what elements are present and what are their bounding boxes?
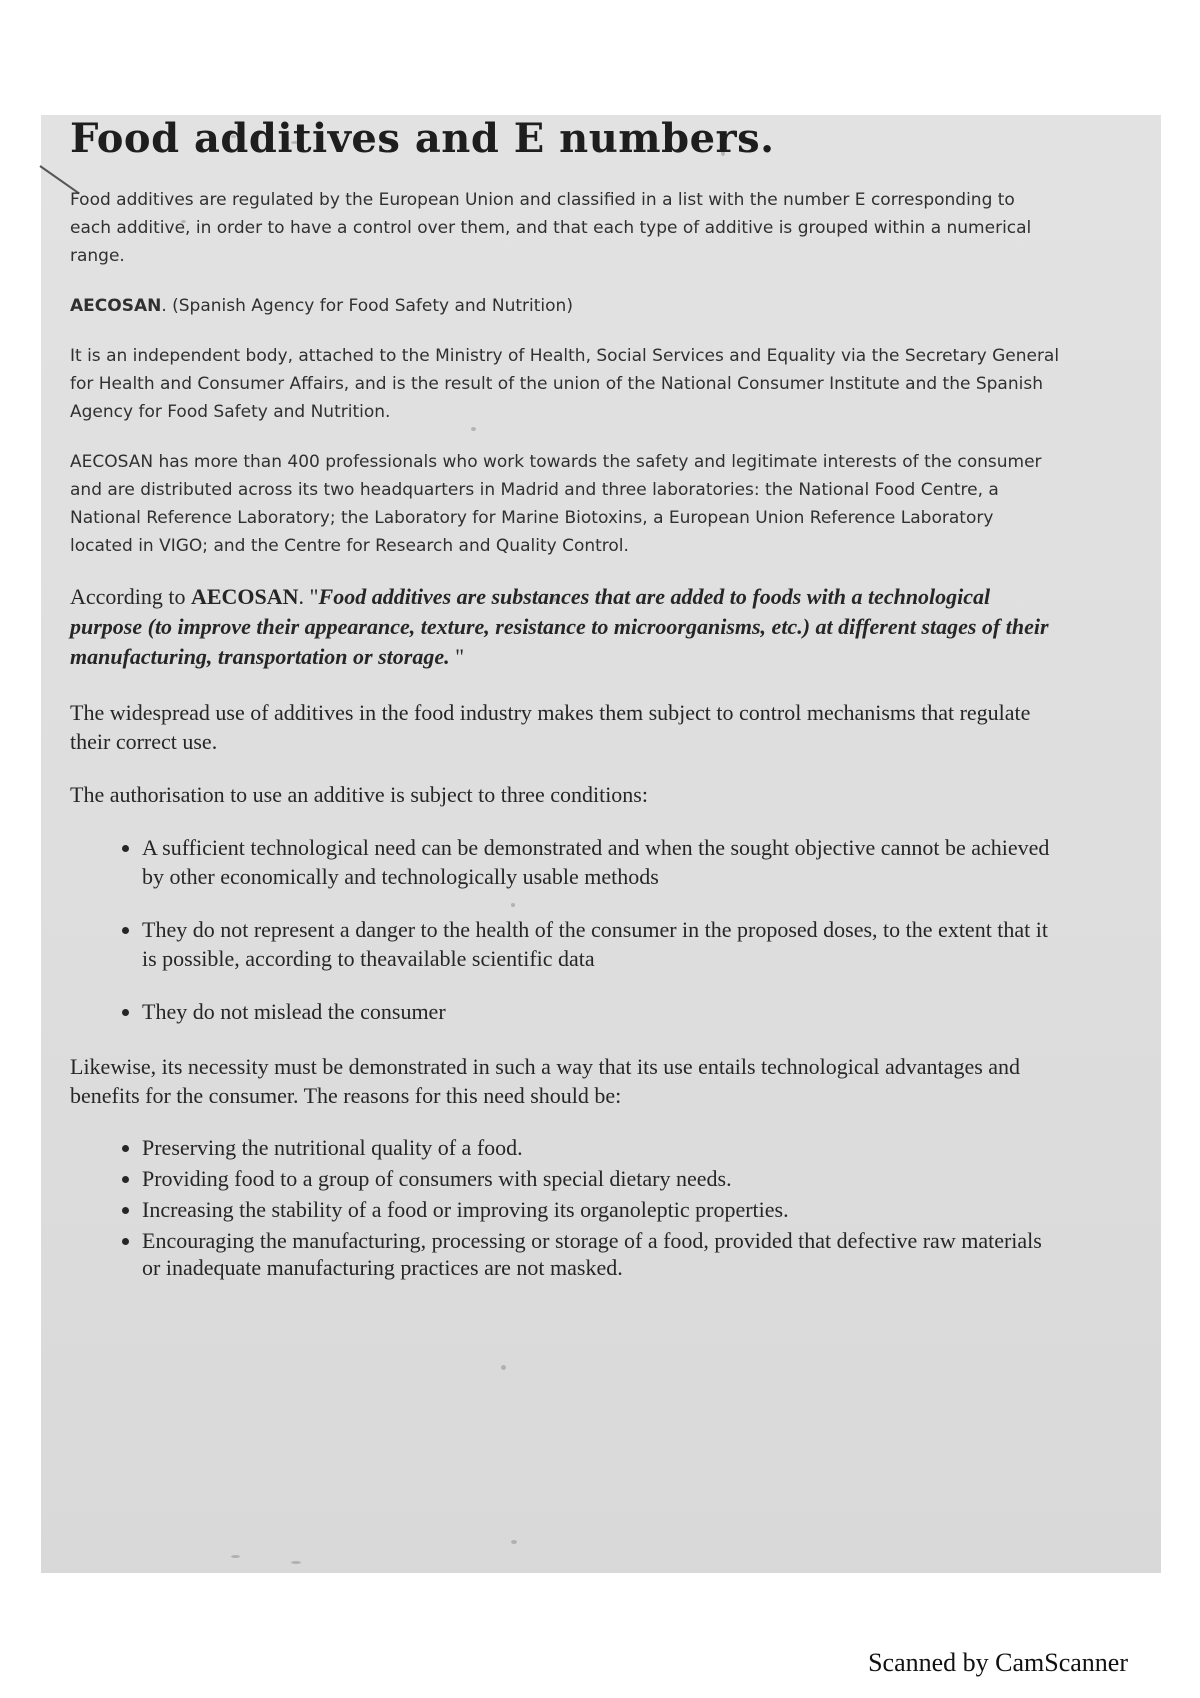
reasons-list xyxy=(70,1134,1060,1281)
intro-paragraph: Food additives are regulated by the European Union and classified in a list with the number E corresponding to each additive, in order to have a control over them, and that each type of additive is grouped within a numerical range. xyxy=(70,190,1032,266)
quote-lead: According to xyxy=(70,584,191,609)
quote-source: AECOSAN xyxy=(190,584,299,609)
list-item: • Encouraging the manufacturing, processing or storage of a food, provided that defective raw materials or inadequate manufacturing practices are not masked. xyxy=(142,1227,1060,1281)
necessity-paragraph: Likewise, its necessity must be demonstrated in such a way that its use entails technological advantages and benefits for the consumer. The reasons for this need should be: xyxy=(70,1054,1021,1108)
list-item: • They do not represent a danger to the health of the consumer in the proposed doses, to the extent that it is possible, according to theavailable scientific data xyxy=(142,915,1060,973)
scan-speck xyxy=(511,1540,517,1544)
list-item: • A sufficient technological need can be demonstrated and when the sought objective cannot be achieved by other economically and technologically usable methods xyxy=(142,833,1060,891)
list-item: • Providing food to a group of consumers with special dietary needs. xyxy=(142,1165,1060,1192)
document-title: Food additives and E numbers. xyxy=(70,115,775,162)
conditions-intro: The authorisation to use an additive is subject to three conditions: xyxy=(70,782,648,807)
list-item: • Increasing the stability of a food or improving its organoleptic properties. xyxy=(142,1196,1060,1223)
agency-label xyxy=(70,292,1060,320)
conditions-list xyxy=(70,833,1060,1026)
agency-acronym: AECOSAN xyxy=(70,296,162,316)
agency-staff-paragraph: AECOSAN has more than 400 professionals who work towards the safety and legitimate interests of the consumer and are distributed across its two headquarters in Madrid and three laboratories: the National Food Centre, a National Reference Laboratory; the Laboratory for Marine Biotoxins, a European Union Reference Laboratory located in VIGO; and the Centre for Research and Quality Control. xyxy=(70,452,1042,556)
list-item: • They do not mislead the consumer xyxy=(142,997,1060,1026)
list-item: • Preserving the nutritional quality of a food. xyxy=(142,1134,1060,1161)
scan-speck xyxy=(291,1561,301,1564)
scan-speck xyxy=(501,1365,506,1370)
quote-close: " xyxy=(449,644,465,669)
quote-text: Food additives are substances that are added to foods with a technological purpose (to improve their appearance, texture, resistance to microorganisms, etc.) at different stages of their manufacturing, transportation or storage. xyxy=(70,584,1049,669)
agency-fullname: . (Spanish Agency for Food Safety and Nutrition) xyxy=(161,296,573,316)
scan-speck xyxy=(231,1555,240,1558)
control-paragraph: The widespread use of additives in the food industry makes them subject to control mechanisms that regulate their correct use. xyxy=(70,700,1031,754)
scanner-watermark: Scanned by CamScanner xyxy=(868,1648,1128,1677)
quote-open: . " xyxy=(298,584,319,609)
agency-description: It is an independent body, attached to the Ministry of Health, Social Services and Equality via the Secretary General for Health and Consumer Affairs, and is the result of the union of the National Consumer Institute and the Spanish Agency for Food Safety and Nutrition. xyxy=(70,346,1060,422)
definition-quote xyxy=(70,582,1060,672)
document-body xyxy=(70,115,1060,1285)
